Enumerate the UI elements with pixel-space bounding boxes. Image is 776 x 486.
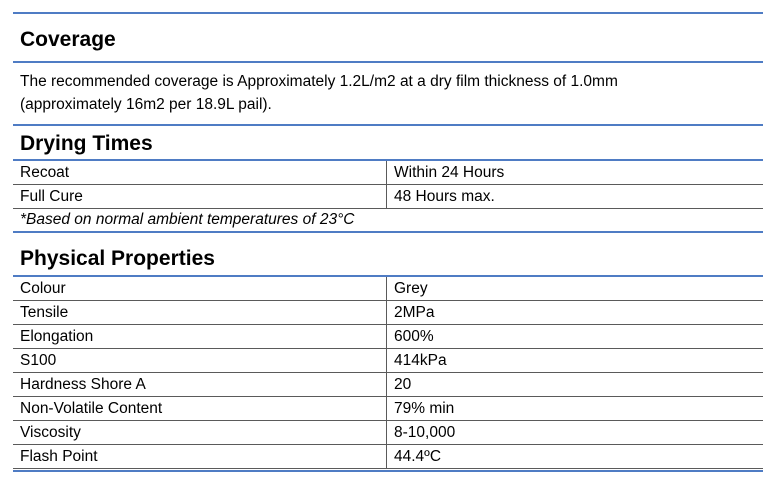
- table-row: [13, 185, 763, 209]
- row-key: Flash Point: [13, 445, 387, 469]
- table-row: [13, 349, 763, 373]
- row-key: S100: [13, 349, 387, 373]
- table-row: [13, 421, 763, 445]
- drying-times-note: *Based on normal ambient temperatures of 23°C: [20, 211, 355, 228]
- table-row: [13, 301, 763, 325]
- drying-times-title: Drying Times: [20, 132, 153, 155]
- row-value: 600%: [387, 325, 764, 349]
- row-value: Grey: [387, 277, 764, 301]
- row-value: 414kPa: [387, 349, 764, 373]
- drying-times-table: [13, 161, 763, 209]
- table-row: [13, 325, 763, 349]
- coverage-text: [13, 63, 763, 124]
- row-value: 8-10,000: [387, 421, 764, 445]
- row-key: Colour: [13, 277, 387, 301]
- row-key: Hardness Shore A: [13, 373, 387, 397]
- table-row: [13, 445, 763, 469]
- row-value: 48 Hours max.: [387, 185, 764, 209]
- row-key: Non-Volatile Content: [13, 397, 387, 421]
- coverage-title: Coverage: [20, 28, 116, 51]
- table-row: [13, 397, 763, 421]
- row-value: 20: [387, 373, 764, 397]
- datasheet: [13, 12, 763, 472]
- physical-properties-title: Physical Properties: [20, 247, 215, 270]
- coverage-line-2: (approximately 16m2 per 18.9L pail).: [20, 96, 272, 113]
- row-key: Full Cure: [13, 185, 387, 209]
- row-key: Viscosity: [13, 421, 387, 445]
- row-value: Within 24 Hours: [387, 161, 764, 185]
- table-row: [13, 373, 763, 397]
- physical-properties-table: [13, 277, 763, 469]
- table-row: [13, 161, 763, 185]
- row-value: 44.4ºC: [387, 445, 764, 469]
- row-key: Elongation: [13, 325, 387, 349]
- coverage-line-1: The recommended coverage is Approximately 1.2L/m2 at a dry film thickness of 1.0mm: [20, 73, 618, 90]
- row-value: 79% min: [387, 397, 764, 421]
- row-key: Tensile: [13, 301, 387, 325]
- row-key: Recoat: [13, 161, 387, 185]
- table-row: [13, 277, 763, 301]
- section-rule: [13, 470, 763, 472]
- row-value: 2MPa: [387, 301, 764, 325]
